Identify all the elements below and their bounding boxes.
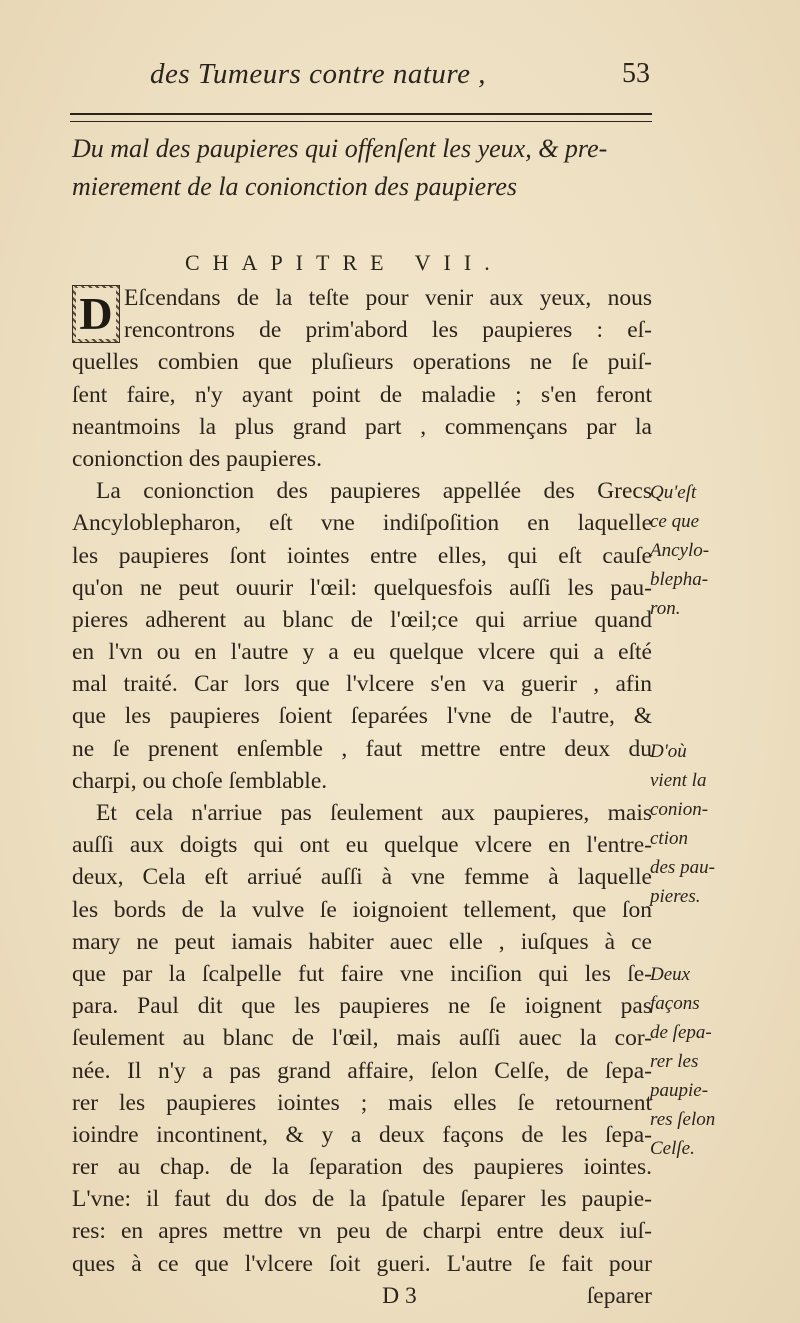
text-line: charpi, ou choſe ſemblable. xyxy=(72,767,328,794)
text-line: en l'vn ou en l'autre y a eu quelque vlcere qui a eſté xyxy=(72,639,652,666)
text-line: que les paupieres ſoient ſeparées l'vne de l'autre, & xyxy=(72,703,652,730)
margin-note-line: vient la xyxy=(650,770,707,791)
page-number: 53 xyxy=(622,58,650,89)
running-head xyxy=(150,58,650,98)
text-line: conionction des paupieres. xyxy=(72,445,322,472)
text-line: ne ſe prenent enſemble , faut mettre entre deux du xyxy=(72,735,652,762)
section-heading-line: Du mal des paupieres qui offenſent les yeux, & pre- xyxy=(72,134,608,163)
running-title: des Tumeurs contre nature , xyxy=(150,58,486,90)
margin-note-line: ron. xyxy=(650,598,681,619)
margin-note-line: Ancylo- xyxy=(650,540,710,561)
text-line: mal traité. Car lors que l'vlcere s'en va guerir , afin xyxy=(72,671,652,698)
text-line: quelles combien que pluſieurs operations ne ſe puiſ- xyxy=(72,349,652,376)
margin-note-line: Qu'eſt xyxy=(650,482,697,503)
paragraph xyxy=(72,475,652,797)
chapter-heading: CHAPITRE VII. xyxy=(185,250,503,275)
text-line: ſent faire, n'y ayant point de maladie ; s'en feront xyxy=(72,381,652,408)
body-text xyxy=(72,282,652,1312)
margin-note-line: ction xyxy=(650,828,688,849)
margin-note-line: de ſepa- xyxy=(650,1022,712,1043)
margin-note-line: rer les xyxy=(650,1051,699,1072)
margin-note xyxy=(650,960,750,1163)
text-line: née. Il n'y a pas grand affaire, ſelon Celſe, de ſepa- xyxy=(72,1057,652,1084)
header-rule xyxy=(70,113,652,122)
text-line: ioindre incontinent, & y a deux façons de les ſepa- xyxy=(72,1121,652,1148)
text-line: ques à ce que l'vlcere ſoit gueri. L'autre ſe fait pour xyxy=(72,1250,652,1277)
text-line: pieres adherent au blanc de l'œil;ce qui arriue quand xyxy=(72,606,652,633)
margin-note-line: Celſe. xyxy=(650,1138,695,1159)
text-line: qu'on ne peut ouurir l'œil: quelquesfois auſſi les pau- xyxy=(72,574,652,601)
margin-note-line: pieres. xyxy=(650,886,701,907)
footer-line xyxy=(72,1280,652,1312)
section-heading-line: mierement de la conionction des paupieres xyxy=(72,172,518,201)
text-line: res: en apres mettre vn peu de charpi entre deux iuſ- xyxy=(72,1218,652,1245)
text-line: que par la ſcalpelle fut faire vne inciſion qui les ſe- xyxy=(72,960,652,987)
margin-note-line: Deux xyxy=(650,964,691,985)
margin-note-line: res ſelon xyxy=(650,1109,716,1130)
text-line: deux, Cela eſt arriué auſſi à vne femme à laquelle xyxy=(72,864,652,891)
text-line: Eſcendans de la teſte pour venir aux yeux, nous xyxy=(124,285,652,311)
margin-note-line: paupie- xyxy=(650,1080,709,1101)
text-line: ſeulement au blanc de l'œil, mais auſſi auec la cor- xyxy=(72,1025,652,1052)
margin-note-line: D'où xyxy=(650,741,687,762)
signature-mark: D 3 xyxy=(382,1282,417,1309)
margin-note-line: des pau- xyxy=(650,857,715,878)
text-line: rencontrons de prim'abord les paupieres : eſ- xyxy=(124,317,652,344)
dropcap-initial xyxy=(72,285,120,343)
margin-note-line: blepha- xyxy=(650,569,709,590)
paragraph xyxy=(72,282,652,475)
text-line: para. Paul dit que les paupieres ne ſe ioignent pas xyxy=(72,993,652,1020)
dropcap-letter: D xyxy=(76,288,115,339)
text-line: les paupieres ſont iointes entre elles, qui eſt cauſe xyxy=(72,542,652,569)
text-line: rer au chap. de la ſeparation des paupieres iointes. xyxy=(72,1154,652,1181)
text-line: Ancyloblepharon, eſt vne indiſpoſition en laquelle xyxy=(72,510,652,537)
text-line: Et cela n'arriue pas ſeulement aux paupieres, mais xyxy=(96,800,652,826)
text-line: auſſi aux doigts qui ont eu quelque vlcere en l'entre- xyxy=(72,832,652,859)
text-line: neantmoins la plus grand part , commençans par la xyxy=(72,413,652,440)
margin-note-line: façons xyxy=(650,993,700,1014)
text-line: rer les paupieres iointes ; mais elles ſe retournent xyxy=(72,1089,652,1116)
text-line: L'vne: il faut du dos de la ſpatule ſeparer les paupie- xyxy=(72,1186,652,1213)
section-heading xyxy=(72,130,662,206)
margin-note-line: conion- xyxy=(650,799,709,820)
text-line: les bords de la vulve ſe ioignoient tellement, que ſon xyxy=(72,896,652,923)
margin-note xyxy=(650,478,750,623)
catchword: ſeparer xyxy=(586,1282,652,1309)
margin-note xyxy=(650,737,750,911)
text-line: mary ne peut iamais habiter auec elle , iuſques à ce xyxy=(72,928,652,955)
paragraph xyxy=(72,797,652,1280)
text-line: La conionction des paupieres appellée des Grecs xyxy=(96,478,652,505)
margin-note-line: ce que xyxy=(650,511,700,532)
